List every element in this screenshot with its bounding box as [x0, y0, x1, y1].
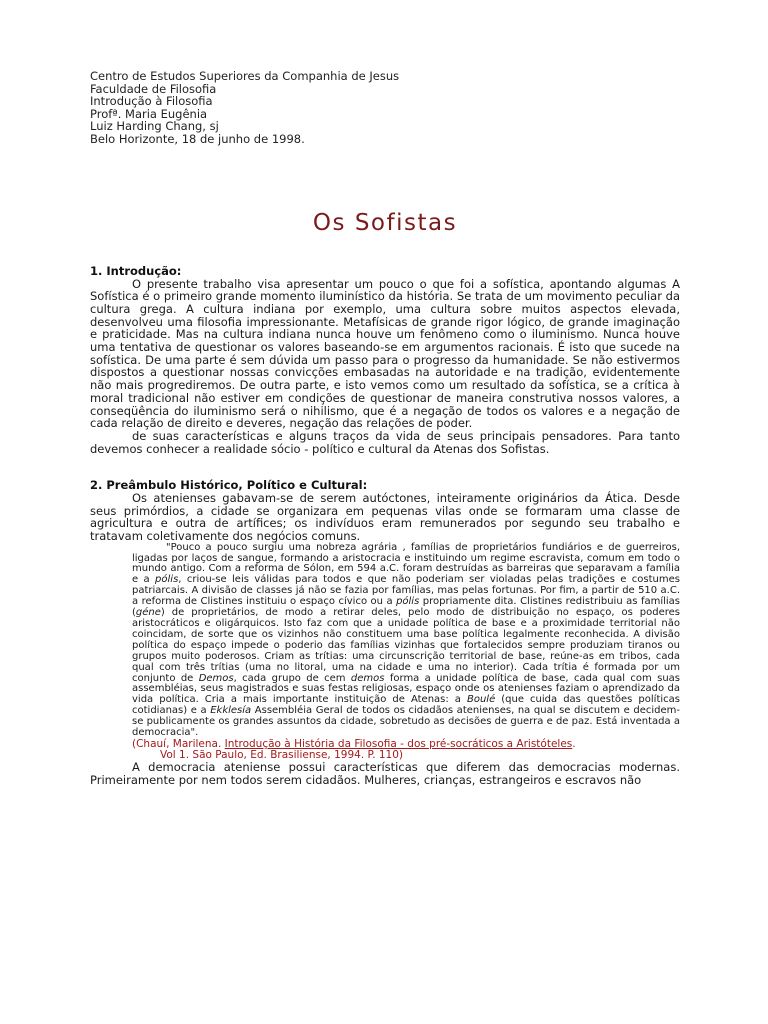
block-quote: "Pouco a pouco surgiu uma nobreza agrária , famílias de proprietários fundiários e de guerreiros, ligadas por laços de sangue, formando a aristocracia e instituindo um regime escravista, comum em todo o mundo antigo. Com a reforma de Sólon, em 594 a.C. foram destruídas as barreiras que separavam a família e a pólis, criou-se leis válidas para todos e que não poderiam ser violadas pelas tradições e costumes patriarcais. A divisão de classes já não se fazia por famílias, mas pelas fortunas. Por fim, a partir de 510 a.C. a reforma de Clistines instituiu o espaço cívico ou a pólis propriamente dita. Clistines redistribuiu as famílias (géne) de proprietários, de modo a retirar deles, pelo modo de distribuição no espaço, os poderes aristocráticos e oligárquicos. Isto faz com que a unidade política de base e a proximidade territorial não coincidam, de sorte que os vizinhos não constituem uma base política legalmente reconhecida. A divisão política do espaço impede o poderio das famílias vizinhas que fortalecidos sempre produziam tiranos ou grupos muito poderosos. Criam as trítias: uma circunscrição territorial de base, reúne-as em tribos, cada qual com três trítias (uma no litoral, uma na cidade e uma no interior). Cada trítia é formada por um conjunto de Demos, cada grupo de cem demos forma a unidade política de base, cada qual com suas assembléias, seus magistrados e suas festas religiosas, espaço onde os atenienses faziam o aprendizado da vida política. Cria a mais importante instituição de Atenas: a Boulé (que cuida das questões políticas cotidianas) e a Ekklesía Assembléia Geral de todos os cidadãos atenienses, na qual se discutem e decidem-se publicamente os grandes assuntos da cidade, sobretudo as decisões de guerra e de paz. Está inventada a democracia".	[132, 541, 681, 739]
document-page	[90, 70, 680, 787]
quote-citation: (Chauí, Marilena. Introdução à História da Filosofia - dos pré-socráticos a Aristóteles. Vol 1. São Paulo, Ed. Brasiliense, 1994. P. 110)	[132, 739, 680, 761]
document-header	[90, 70, 680, 145]
citation-book-link[interactable]: Introdução à História da Filosofia - dos pré-socráticos a Aristóteles	[224, 737, 573, 750]
section-heading-introduction: 1. Introdução:	[90, 264, 182, 278]
header-date: Belo Horizonte, 18 de junho de 1998.	[90, 131, 305, 146]
header-faculty: Faculdade de Filosofia	[90, 81, 217, 96]
preamble-paragraph: Os atenienses gabavam-se de serem autóctones, inteiramente originários da Ática. Desde seus primórdios, a cidade se organizara em pequenas vilas onde se formaram uma classe de agricultura e outra de artífices; os indivíduos eram remunerados por segundo seu trabalho e tratavam coletivamente dos negócios comuns.	[90, 490, 680, 543]
section-heading-preamble: 2. Preâmbulo Histórico, Político e Cultural:	[90, 478, 368, 493]
democracy-paragraph: A democracia ateniense possui características que diferem das democracias modernas. Primeiramente por nem todos serem cidadãos. Mulheres, crianças, estrangeiros e escravos não	[90, 760, 680, 788]
header-author: Luiz Harding Chang, sj	[90, 119, 219, 133]
header-professor: Profª. Maria Eugênia	[90, 106, 208, 121]
citation-publication-details: Vol 1. São Paulo, Ed. Brasiliense, 1994. P. 110)	[160, 749, 404, 762]
header-course: Introdução à Filosofia	[90, 94, 213, 108]
document-title: Os Sofistas	[312, 210, 458, 236]
introduction-paragraph: O presente trabalho visa apresentar um pouco o que foi a sofística, apontando algumas A Sofística é o primeiro grande momento iluminístico da história. Se trata de um movimento peculiar da cultura grega. A cultura indiana por exemplo, uma cultura sobre muitos aspectos elevada, desenvolveu uma filosofia impressionante. Metafísicas de grande rigor lógico, de grande imaginação e praticidade. Mas na cultura indiana nunca houve um fenômeno como o iluminismo. Nunca houve uma tentativa de questionar os valores baseando-se em argumentos racionais. É isto que sucede na sofística. De uma parte é sem dúvida um passo para o progresso da humanidade. Se não estivermos dispostos a questionar nossas convicções embasadas na autoridade e na tradição, evidentemente não mais progrediremos. De outra parte, e isto vemos como um resultado da sofística, se a crítica à moral tradicional não estiver em condições de questionar de maneira construtiva nossos valores, a conseqüência do iluminismo será o nihilismo, que é a negação de todos os valores e a negação de cada relação de direito e deveres, negação das relações de poder.	[90, 276, 680, 431]
header-institution: Centro de Estudos Superiores da Companhia de Jesus	[90, 69, 400, 83]
introduction-paragraph-continued: de suas características e alguns traços da vida de seus principais pensadores. Para tanto devemos conhecer a realidade sócio - político e cultural da Atenas dos Sofistas.	[90, 428, 680, 456]
